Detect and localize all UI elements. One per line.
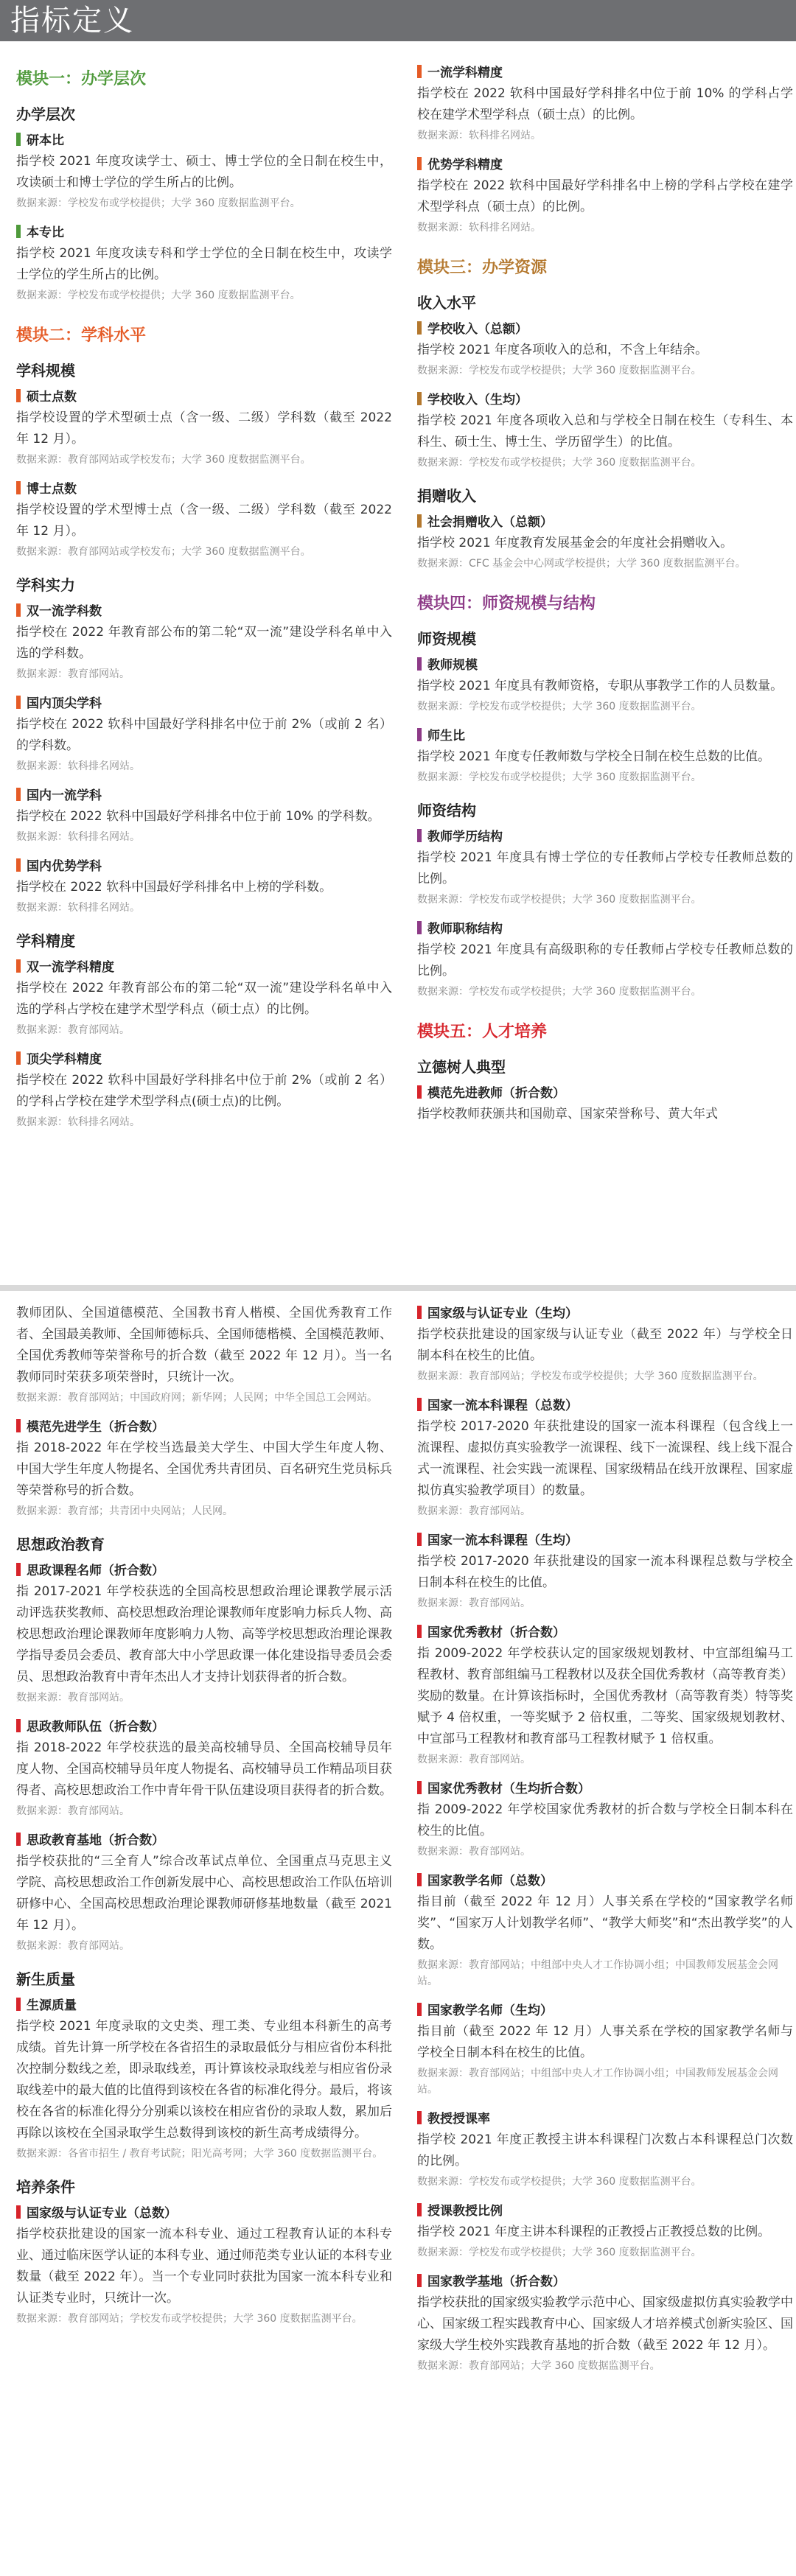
indicator-desc: 指学校 2021 年度攻读专科和学士学位的全日制在校生中，攻读学士学位的学生所占的比例。 — [16, 246, 392, 282]
indicator-name: 社会捐赠收入（总额） — [427, 515, 553, 530]
indicator-name: 国家优秀教材（折合数） — [427, 1625, 565, 1640]
indicator-name: 学校收入（总额） — [427, 322, 528, 337]
bullet-bar-icon — [417, 157, 422, 170]
indicator-name: 思政教师队伍（折合数） — [27, 1720, 164, 1735]
section-title: 思想政治教育 — [16, 1536, 105, 1553]
indicator-source: 数据来源：教育部网站。 — [16, 1024, 130, 1036]
column-right-bottom — [417, 1303, 793, 2384]
indicator-source: 数据来源：教育部网站。 — [417, 1754, 531, 1765]
indicator-desc: 指学校在 2022 软科中国最好学科排名中上榜的学科占学校在建学术型学科点（硕士点）的比例。 — [417, 178, 793, 214]
indicator-desc: 指 2009-2022 年学校获认定的国家级规划教材、中宣部组编马工程教材、教育部组编马工程教材以及获全国优秀教材（高等教育类）奖励的数量。在计算该指标时，全国优秀教材（高等教育类）特等奖赋予 4 倍权重，一等奖赋予 2 倍权重，二等奖、国家级规划教材、中宣部马工程教材和教育部马工程教材赋予 1 倍权重。 — [417, 1646, 793, 1746]
indicator-name: 国家教学基地（折合数） — [427, 2275, 565, 2289]
indicator-desc: 指学校 2017-2020 年获批建设的国家一流本科课程（包含线上一流课程、虚拟仿真实验教学一流课程、线下一流课程、线上线下混合式一流课程、社会实践一流课程、国家级精品在线开放课程、国家虚拟仿真实验教学项目）的数量。 — [417, 1419, 793, 1498]
indicator-name: 国家一流本科课程（总数） — [427, 1399, 578, 1413]
bullet-bar-icon — [16, 1719, 21, 1732]
bullet-bar-icon — [16, 788, 21, 801]
indicator-name: 生源质量 — [27, 1998, 77, 2013]
indicator-source: 数据来源：教育部网站。 — [16, 1940, 130, 1952]
indicator-source: 数据来源：学校发布或学校提供；大学 360 度数据监测平台。 — [417, 701, 702, 713]
bullet-bar-icon — [16, 1563, 21, 1576]
section-title: 立德树人典型 — [417, 1058, 506, 1076]
bullet-bar-icon — [417, 829, 422, 842]
indicator-source: 数据来源：教育部网站；中国政府网；新华网；人民网；中华全国总工会网站。 — [16, 1392, 377, 1404]
bullet-bar-icon — [417, 1533, 422, 1546]
indicator — [16, 601, 392, 682]
indicator-name: 国家一流本科课程（生均） — [427, 1533, 578, 1548]
bullet-bar-icon — [16, 603, 21, 617]
indicator-desc: 指学校获批建设的国家级与认证专业（截至 2022 年）与学校全日制本科在校生的比值。 — [417, 1327, 793, 1363]
indicator-desc: 指学校在 2022 软科中国最好学科排名中位于前 2%（或前 2 名）的学科占学校在建学术型学科点(硕士点)的比例。 — [16, 1073, 392, 1109]
indicator-desc: 指学校设置的学术型博士点（含一级、二级）学科数（截至 2022 年 12 月）。 — [16, 503, 392, 539]
indicator-desc: 指学校 2021 年度具有教师资格，专职从事教学工作的人员数量。 — [417, 679, 783, 693]
bullet-bar-icon — [417, 392, 422, 405]
indicator-desc: 指学校设置的学术型硕士点（含一级、二级）学科数（截至 2022 年 12 月）。 — [16, 410, 392, 447]
indicator-source: 数据来源：软科排名网站。 — [16, 831, 140, 843]
column-left-top — [16, 46, 392, 1141]
indicator — [16, 1830, 392, 1954]
indicator — [16, 693, 392, 774]
indicator-name: 国家级与认证专业（生均） — [427, 1306, 578, 1321]
indicator-desc: 指学校获批的“三全育人”综合改革试点单位、全国重点马克思主义学院、高校思想政治工作创新发展中心、高校思想政治工作队伍培训研修中心、全国高校思想政治理论课教师研修基地数量（截至 2021 年 12 月）。 — [16, 1854, 392, 1933]
section-title: 学科实力 — [16, 576, 75, 594]
indicator — [16, 386, 392, 468]
bullet-bar-icon — [417, 1398, 422, 1411]
indicator-desc: 指学校教师获颁共和国勋章、国家荣誉称号、黄大年式 — [417, 1107, 718, 1121]
indicator-source: 数据来源：软科排名网站。 — [16, 902, 140, 914]
indicator-source: 数据来源：软科排名网站。 — [417, 222, 541, 234]
bullet-bar-icon — [16, 1998, 21, 2011]
bullet-bar-icon — [16, 133, 21, 146]
indicator-name: 学校收入（生均） — [427, 393, 528, 407]
bullet-bar-icon — [417, 65, 422, 78]
bullet-bar-icon — [417, 2203, 422, 2216]
bullet-bar-icon — [16, 225, 21, 238]
indicator-source: 数据来源：教育部网站；中组部中央人才工作协调小组；中国教师发展基金会网站。 — [417, 2068, 778, 2096]
indicator — [16, 478, 392, 560]
indicator-source: 数据来源：教育部网站。 — [16, 668, 130, 680]
indicator — [16, 1416, 392, 1519]
indicator-source: 数据来源：学校发布或学校提供；大学 360 度数据监测平台。 — [417, 457, 702, 469]
indicator-name: 国内顶尖学科 — [27, 696, 102, 711]
indicator-name: 国内一流学科 — [27, 788, 102, 803]
indicator-desc: 指学校获批的国家级实验教学示范中心、国家级虚拟仿真实验教学中心、国家级工程实践教育中心、国家级人才培养模式创新实验区、国家级大学生校外实践教育基地的折合数（截至 2022 年 12 月）。 — [417, 2295, 793, 2353]
indicator-source: 数据来源：CFC 基金会中心网或学校提供；大学 360 度数据监测平台。 — [417, 558, 746, 570]
indicator-source: 数据来源：教育部网站或学校发布；大学 360 度数据监测平台。 — [16, 454, 311, 466]
indicator — [417, 62, 793, 144]
section-title: 培养条件 — [16, 2178, 75, 2196]
indicator — [417, 918, 793, 1000]
indicator-desc: 教师团队、全国道德模范、全国教书育人楷模、全国优秀教育工作者、全国最美教师、全国师德标兵、全国师德楷模、全国模范教师、全国优秀教师等荣誉称号的折合数（截至 2022 年 12 月）。当一名教师同时荣获多项荣誉时，只统计一次。 — [16, 1306, 392, 1385]
indicator — [417, 1870, 793, 1989]
indicator — [417, 2108, 793, 2190]
bullet-bar-icon — [16, 481, 21, 494]
section-title: 捐赠收入 — [417, 487, 476, 505]
indicator-desc: 指学校获批建设的国家一流本科专业、通过工程教育认证的本科专业、通过临床医学认证的本科专业、通过师范类专业认证的本科专业数量（截至 2022 年）。当一个专业同时获批为国家一流本科专业和认证类专业时，只统计一次。 — [16, 2227, 392, 2306]
column-right-top — [417, 62, 793, 1135]
section-title: 学科规模 — [16, 362, 75, 379]
indicator-desc: 指学校在 2022 年教育部公布的第二轮“双一流”建设学科名单中入选的学科数。 — [16, 625, 392, 661]
indicator-name: 授课教授比例 — [427, 2204, 503, 2219]
indicator-desc: 指学校 2021 年度具有博士学位的专任教师占学校专任教师总数的比例。 — [417, 850, 793, 886]
indicator-desc: 指 2018-2022 年学校获选的最美高校辅导员、全国高校辅导员年度人物、全国高校辅导员年度人物提名、高校辅导员工作精品项目获得者、高校思想政治工作中青年骨干队伍建设项目获得者的折合数。 — [16, 1740, 392, 1798]
indicator-name: 双一流学科精度 — [27, 960, 114, 975]
indicator-desc: 指学校在 2022 软科中国最好学科排名中位于前 10% 的学科占学校在建学术型学科点（硕士点）的比例。 — [417, 86, 793, 122]
bullet-bar-icon — [16, 1419, 21, 1432]
indicator-name: 国家教学名师（生均） — [427, 2003, 553, 2018]
indicator-desc: 指学校 2017-2020 年获批建设的国家一流本科课程总数与学校全日制本科在校生的比值。 — [417, 1554, 793, 1590]
module-title: 模块五：人才培养 — [417, 1023, 548, 1041]
indicator-source: 数据来源：软科排名网站。 — [417, 130, 541, 141]
indicator-name: 优势学科精度 — [427, 158, 503, 172]
indicator-name: 模范先进教师（折合数） — [427, 1086, 565, 1101]
indicator-name: 博士点数 — [27, 482, 77, 497]
indicator-name: 研本比 — [27, 133, 64, 148]
module-title: 模块一：办学层次 — [16, 70, 147, 88]
indicator-name: 本专比 — [27, 225, 64, 240]
indicator-desc: 指目前（截至 2022 年 12 月）人事关系在学校的“国家教学名师奖”、“国家万人计划教学名师”、“教学大师奖”和“杰出教学奖”的人数。 — [417, 1894, 793, 1952]
section-title: 师资结构 — [417, 802, 476, 819]
indicator-source: 数据来源：教育部网站；学校发布或学校提供；大学 360 度数据监测平台。 — [417, 1371, 764, 1382]
bullet-bar-icon — [16, 2205, 21, 2219]
indicator-name: 硕士点数 — [27, 390, 77, 405]
indicator-name: 国内优势学科 — [27, 859, 102, 874]
bullet-bar-icon — [417, 1781, 422, 1794]
indicator — [417, 654, 793, 715]
bullet-bar-icon — [417, 2274, 422, 2287]
indicator — [417, 1778, 793, 1860]
indicator-desc: 指学校 2021 年度正教授主讲本科课程门次数占本科课程总门次数的比例。 — [417, 2132, 793, 2169]
page-title: 指标定义 — [10, 4, 134, 38]
indicator — [417, 826, 793, 908]
bullet-bar-icon — [16, 959, 21, 973]
indicator-desc: 指学校在 2022 软科中国最好学科排名中位于前 2%（或前 2 名）的学科数。 — [16, 717, 392, 753]
module-title: 模块四：师资规模与结构 — [417, 595, 596, 613]
indicator-name: 模范先进学生（折合数） — [27, 1420, 164, 1435]
indicator — [417, 1395, 793, 1519]
indicator-desc: 指 2017-2021 年学校获选的全国高校思想政治理论课教学展示活动评选获奖教师、高校思想政治理论课教师年度影响力标兵人物、高校思想政治理论课教师年度影响力人物、高等学校思想政治理论课教学指导委员会委员、教育部大中小学思政课一体化建设指导委员会委员、思想政治教育中青年杰出人才支持计划获得者的折合数。 — [16, 1584, 392, 1684]
section-title: 办学层次 — [16, 105, 75, 123]
indicator-source: 数据来源：教育部网站。 — [417, 1597, 531, 1609]
indicator-source: 数据来源：软科排名网站。 — [16, 760, 140, 772]
indicator — [16, 956, 392, 1038]
indicator — [417, 725, 793, 785]
indicator-source: 数据来源：学校发布或学校提供；大学 360 度数据监测平台。 — [16, 197, 301, 209]
bullet-bar-icon — [417, 2111, 422, 2124]
module-title: 模块二：学科水平 — [16, 326, 147, 345]
indicator — [16, 130, 392, 211]
indicator-desc: 指学校 2021 年度录取的文史类、理工类、专业组本科新生的高考成绩。首先计算一所学校在各省招生的录取最低分与相应省份本科批次控制分数线之差，即录取线差，再计算该校录取线差与相应省份录取线差中的最大值的比值得到该校在各省的标准化得分。最后，将该校在各省的标准化得分分别乘以该校在相应省份的录取人数，累加后再除以该校在全国录取学生总数得到该校的新生高考成绩得分。 — [16, 2019, 392, 2141]
indicator-name: 教师学历结构 — [427, 830, 503, 844]
indicator-desc: 指 2009-2022 年学校国家优秀教材的折合数与学校全日制本科在校生的比值。 — [417, 1802, 793, 1838]
indicator — [417, 1622, 793, 1768]
bullet-bar-icon — [417, 1306, 422, 1319]
indicator-source: 数据来源：教育部网站；大学 360 度数据监测平台。 — [417, 2360, 660, 2372]
indicator-name: 教授授课率 — [427, 2112, 490, 2127]
bullet-bar-icon — [417, 921, 422, 934]
indicator — [417, 2200, 793, 2261]
bullet-bar-icon — [417, 514, 422, 528]
indicator-source: 数据来源：学校发布或学校提供；大学 360 度数据监测平台。 — [417, 2247, 702, 2258]
indicator — [16, 1716, 392, 1819]
indicator — [16, 1995, 392, 2162]
indicator — [16, 222, 392, 304]
indicator-source: 数据来源：教育部网站；中组部中央人才工作协调小组；中国教师发展基金会网站。 — [417, 1959, 778, 1987]
indicator-source: 数据来源：教育部网站。 — [417, 1846, 531, 1858]
indicator-source: 数据来源：教育部；共青团中央网站；人民网。 — [16, 1505, 233, 1517]
indicator-source: 数据来源：学校发布或学校提供；大学 360 度数据监测平台。 — [417, 2176, 702, 2188]
bullet-bar-icon — [417, 2003, 422, 2016]
indicator-desc: 指学校在 2022 软科中国最好学科排名中上榜的学科数。 — [16, 880, 332, 895]
bullet-bar-icon — [16, 1051, 21, 1065]
bullet-bar-icon — [417, 321, 422, 335]
bullet-bar-icon — [417, 657, 422, 671]
indicator-source: 数据来源：学校发布或学校提供；大学 360 度数据监测平台。 — [417, 894, 702, 906]
indicator — [417, 511, 793, 572]
indicator-name: 教师规模 — [427, 658, 478, 673]
section-title: 师资规模 — [417, 630, 476, 648]
indicator-name: 师生比 — [427, 729, 465, 743]
indicator — [417, 1082, 793, 1125]
indicator-name: 一流学科精度 — [427, 66, 503, 80]
module-title: 模块三：办学资源 — [417, 259, 548, 277]
indicator-source: 数据来源：教育部网站；学校发布或学校提供；大学 360 度数据监测平台。 — [16, 2313, 363, 2325]
indicator-name: 国家优秀教材（生均折合数） — [427, 1782, 590, 1796]
indicator-source: 数据来源：教育部网站。 — [16, 1692, 130, 1704]
indicator-source: 数据来源：学校发布或学校提供；大学 360 度数据监测平台。 — [417, 771, 702, 783]
indicator-name: 顶尖学科精度 — [27, 1052, 102, 1067]
indicator-desc: 指学校 2021 年度各项收入总和与学校全日制在校生（专科生、本科生、硕士生、博士生、学历留学生）的比值。 — [417, 413, 793, 449]
indicator-desc: 指学校 2021 年度教育发展基金会的年度社会捐赠收入。 — [417, 536, 733, 550]
bullet-bar-icon — [417, 728, 422, 741]
indicator — [417, 1303, 793, 1385]
indicator-source: 数据来源：学校发布或学校提供；大学 360 度数据监测平台。 — [16, 290, 301, 301]
indicator-desc: 指学校 2021 年度具有高级职称的专任教师占学校专任教师总数的比例。 — [417, 942, 793, 979]
indicator-desc: 指学校 2021 年度主讲本科课程的正教授占正教授总数的比例。 — [417, 2225, 771, 2239]
indicator-source: 数据来源：教育部网站。 — [417, 1505, 531, 1517]
section-title: 收入水平 — [417, 294, 476, 312]
indicator-desc: 指学校 2021 年度攻读学士、硕士、博士学位的全日制在校生中，攻读硕士和博士学位的学生所占的比例。 — [16, 154, 392, 190]
bullet-bar-icon — [16, 389, 21, 402]
indicator-source: 数据来源：学校发布或学校提供；大学 360 度数据监测平台。 — [417, 365, 702, 377]
indicator-desc: 指 2018-2022 年在学校当选最美大学生、中国大学生年度人物、中国大学生年度人物提名、全国优秀共青团员、百名研究生党员标兵等荣誉称号的折合数。 — [16, 1441, 392, 1498]
indicator-desc: 指目前（截至 2022 年 12 月）人事关系在学校的国家教学名师与学校全日制本科在校生的比值。 — [417, 2024, 793, 2060]
indicator-desc: 指学校在 2022 年教育部公布的第二轮“双一流”建设学科名单中入选的学科占学校在建学术型学科点（硕士点）的比例。 — [16, 981, 392, 1017]
column-left-bottom — [16, 1303, 392, 2337]
bullet-bar-icon — [16, 858, 21, 872]
indicator-name: 教师职称结构 — [427, 922, 503, 937]
indicator-desc: 指学校在 2022 软科中国最好学科排名中位于前 10% 的学科数。 — [16, 809, 380, 824]
indicator-name: 思政教育基地（折合数） — [27, 1833, 164, 1848]
section-title: 学科精度 — [16, 932, 75, 950]
page-header — [0, 0, 796, 41]
indicator-name: 双一流学科数 — [27, 604, 102, 619]
bullet-bar-icon — [417, 1625, 422, 1638]
indicator-source: 数据来源：软科排名网站。 — [16, 1116, 140, 1128]
indicator-name: 思政课程名师（折合数） — [27, 1564, 164, 1578]
indicator — [417, 2000, 793, 2098]
section-title: 新生质量 — [16, 1970, 75, 1988]
indicator-source: 数据来源：教育部网站或学校发布；大学 360 度数据监测平台。 — [16, 546, 311, 558]
indicator — [417, 1530, 793, 1611]
indicator — [417, 154, 793, 236]
indicator-name: 国家教学名师（总数） — [427, 1874, 553, 1889]
bullet-bar-icon — [16, 696, 21, 709]
indicator — [16, 785, 392, 845]
indicator-source: 数据来源：各省市招生 / 教育考试院；阳光高考网；大学 360 度数据监测平台。 — [16, 2148, 383, 2160]
indicator-continued — [16, 1303, 392, 1406]
bullet-bar-icon — [417, 1085, 422, 1099]
indicator — [16, 1560, 392, 1706]
bullet-bar-icon — [16, 1833, 21, 1846]
indicator-source: 数据来源：教育部网站。 — [16, 1805, 130, 1817]
indicator — [16, 2202, 392, 2327]
indicator — [417, 389, 793, 471]
bullet-bar-icon — [417, 1873, 422, 1886]
indicator — [16, 855, 392, 916]
page-divider — [0, 1285, 796, 1291]
indicator-source: 数据来源：学校发布或学校提供；大学 360 度数据监测平台。 — [417, 986, 702, 998]
indicator — [16, 1049, 392, 1130]
indicator — [417, 2271, 793, 2374]
indicator-desc: 指学校 2021 年度各项收入的总和，不含上年结余。 — [417, 343, 708, 357]
indicator — [417, 318, 793, 379]
indicator-desc: 指学校 2021 年度专任教师数与学校全日制在校生总数的比值。 — [417, 749, 771, 764]
indicator-name: 国家级与认证专业（总数） — [27, 2206, 177, 2221]
